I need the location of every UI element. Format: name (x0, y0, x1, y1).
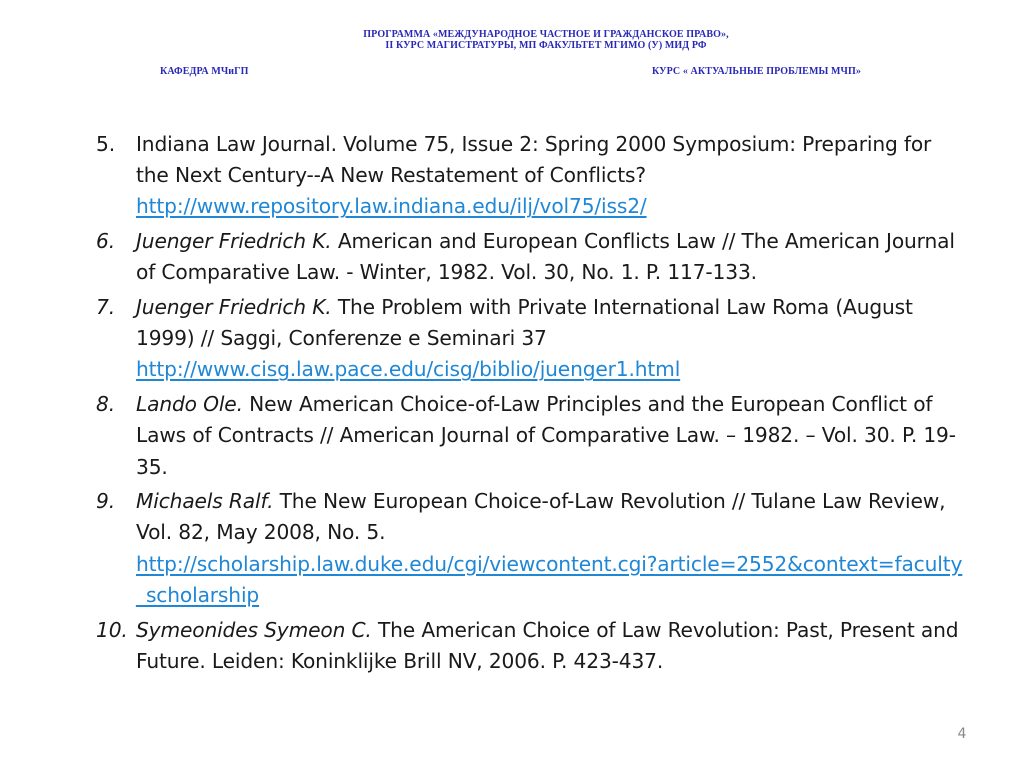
reference-item (0, 292, 1024, 386)
reference-author: Symeonides Symeon C. (136, 617, 372, 642)
reference-number: 6. (96, 229, 115, 254)
course-label: КУРС « АКТУАЛЬНЫЕ ПРОБЛЕМЫ МЧП» (652, 66, 861, 77)
reference-item (0, 226, 1024, 288)
reference-number: 9. (96, 489, 115, 514)
reference-author: Lando Ole. (136, 392, 243, 417)
reference-item (0, 615, 1024, 677)
reference-text: The American Choice of Law Revolution: Past, Present and Future. Leiden: Koninklijke Brill NV, 2006. P. 423-437. (136, 617, 959, 673)
reference-author: Michaels Ralf. (136, 489, 274, 514)
reference-link[interactable]: http://www.repository.law.indiana.edu/ilj/vol75/iss2/ (136, 194, 647, 219)
reference-link[interactable]: http://www.cisg.law.pace.edu/cisg/biblio/juenger1.html (136, 357, 681, 382)
reference-link[interactable]: http://scholarship.law.duke.edu/cgi/viewcontent.cgi?article=2552&context=faculty_scholarship (136, 551, 963, 607)
reference-item (0, 129, 1024, 223)
reference-text: American and European Conflicts Law // The American Journal of Comparative Law. - Winter, 1982. Vol. 30, No. 1. P. 117-133. (136, 229, 955, 285)
slide-header (0, 0, 1024, 90)
page-number: 4 (957, 726, 967, 742)
reference-text: Indiana Law Journal. Volume 75, Issue 2: Spring 2000 Symposium: Preparing for the Next Century--A New Restatement of Conflicts? (136, 132, 932, 188)
reference-item (0, 486, 1024, 611)
reference-author: Juenger Friedrich K. (136, 229, 332, 254)
program-title: ПРОГРАММА «МЕЖДУНАРОДНОЕ ЧАСТНОЕ И ГРАЖДАНСКОЕ ПРАВО», (363, 29, 729, 40)
reference-number: 8. (96, 392, 115, 417)
reference-number: 10. (96, 617, 128, 642)
reference-number: 5. (96, 132, 115, 156)
reference-number: 7. (96, 295, 115, 320)
reference-text: The Problem with Private International Law Roma (August 1999) // Saggi, Conferenze e Seminari 37 (136, 295, 913, 351)
reference-author: Juenger Friedrich K. (136, 295, 332, 320)
course-subtitle: II КУРС МАГИСТРАТУРЫ, МП ФАКУЛЬТЕТ МГИМО (У) МИД РФ (385, 40, 707, 51)
reference-item (0, 389, 1024, 483)
reference-text: The New European Choice-of-Law Revolution // Tulane Law Review, Vol. 82, May 2008, No. 5. (136, 489, 946, 545)
department-label: КАФЕДРА МЧиГП (160, 66, 249, 77)
reference-text: New American Choice-of-Law Principles and the European Conflict of Laws of Contracts // American Journal of Comparative Law. – 1982. – Vol. 30. P. 19-35. (136, 392, 956, 479)
reference-list (0, 129, 1024, 680)
